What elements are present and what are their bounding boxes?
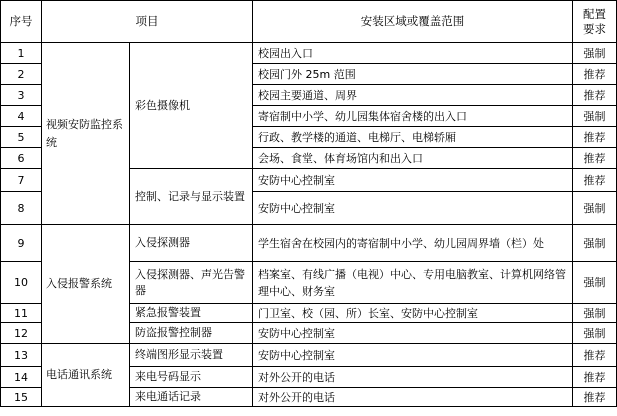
row-no: 14 <box>1 367 42 388</box>
table-row <box>1 43 617 64</box>
row-requirement: 强制 <box>573 106 617 127</box>
row-area: 档案室、有线广播（电视）中心、专用电脑教室、计算机网络管理中心、财务室 <box>253 262 573 304</box>
row-area: 寄宿制中小学、幼儿园集体宿舍楼的出入口 <box>253 106 573 127</box>
row-requirement: 强制 <box>573 225 617 262</box>
row-requirement: 推荐 <box>573 388 617 407</box>
row-requirement: 强制 <box>573 192 617 225</box>
row-requirement: 强制 <box>573 323 617 344</box>
row-no: 15 <box>1 388 42 407</box>
row-area: 校园出入口 <box>253 43 573 64</box>
row-requirement: 推荐 <box>573 367 617 388</box>
row-area: 校园主要通道、周界 <box>253 85 573 106</box>
item-call-record: 来电通话记录 <box>130 388 253 407</box>
row-no: 10 <box>1 262 42 304</box>
row-no: 2 <box>1 64 42 85</box>
row-no: 5 <box>1 127 42 148</box>
row-area: 安防中心控制室 <box>253 323 573 344</box>
system-intrusion: 入侵报警系统 <box>42 225 130 344</box>
row-requirement: 推荐 <box>573 127 617 148</box>
row-area: 安防中心控制室 <box>253 344 573 367</box>
row-area: 对外公开的电话 <box>253 367 573 388</box>
item-caller-id: 来电号码显示 <box>130 367 253 388</box>
system-video: 视频安防监控系统 <box>42 43 130 225</box>
item-camera: 彩色摄像机 <box>130 43 253 169</box>
row-no: 13 <box>1 344 42 367</box>
item-detector-alarm: 入侵探测器、声光告警器 <box>130 262 253 304</box>
row-area: 对外公开的电话 <box>253 388 573 407</box>
header-area: 安装区域或覆盖范围 <box>253 1 573 43</box>
row-no: 8 <box>1 192 42 225</box>
table-row <box>1 225 617 262</box>
table-header-row <box>1 1 617 43</box>
header-requirement: 配置 要求 <box>573 1 617 43</box>
row-no: 12 <box>1 323 42 344</box>
item-emergency: 紧急报警装置 <box>130 304 253 323</box>
row-no: 3 <box>1 85 42 106</box>
row-no: 11 <box>1 304 42 323</box>
item-detector: 入侵探测器 <box>130 225 253 262</box>
row-requirement: 强制 <box>573 43 617 64</box>
row-requirement: 强制 <box>573 262 617 304</box>
system-phone: 电话通讯系统 <box>42 344 130 407</box>
row-requirement: 推荐 <box>573 85 617 106</box>
row-requirement: 推荐 <box>573 344 617 367</box>
row-no: 9 <box>1 225 42 262</box>
row-area: 校园门外 25m 范围 <box>253 64 573 85</box>
row-area: 门卫室、校（园、所）长室、安防中心控制室 <box>253 304 573 323</box>
item-terminal: 终端图形显示装置 <box>130 344 253 367</box>
row-requirement: 推荐 <box>573 169 617 192</box>
item-anti-theft: 防盗报警控制器 <box>130 323 253 344</box>
row-requirement: 推荐 <box>573 64 617 85</box>
row-area: 会场、食堂、体育场馆内和出入口 <box>253 148 573 169</box>
row-no: 4 <box>1 106 42 127</box>
row-no: 1 <box>1 43 42 64</box>
row-area: 安防中心控制室 <box>253 169 573 192</box>
header-no: 序号 <box>1 1 42 43</box>
row-no: 7 <box>1 169 42 192</box>
row-area: 行政、教学楼的通道、电梯厅、电梯轿厢 <box>253 127 573 148</box>
header-item: 项目 <box>42 1 253 43</box>
table-row <box>1 344 617 367</box>
row-no: 6 <box>1 148 42 169</box>
row-requirement: 推荐 <box>573 148 617 169</box>
row-requirement: 强制 <box>573 304 617 323</box>
row-area: 安防中心控制室 <box>253 192 573 225</box>
row-area: 学生宿舍在校园内的寄宿制中小学、幼儿园周界墙（栏）处 <box>253 225 573 262</box>
item-control: 控制、记录与显示装置 <box>130 169 253 225</box>
